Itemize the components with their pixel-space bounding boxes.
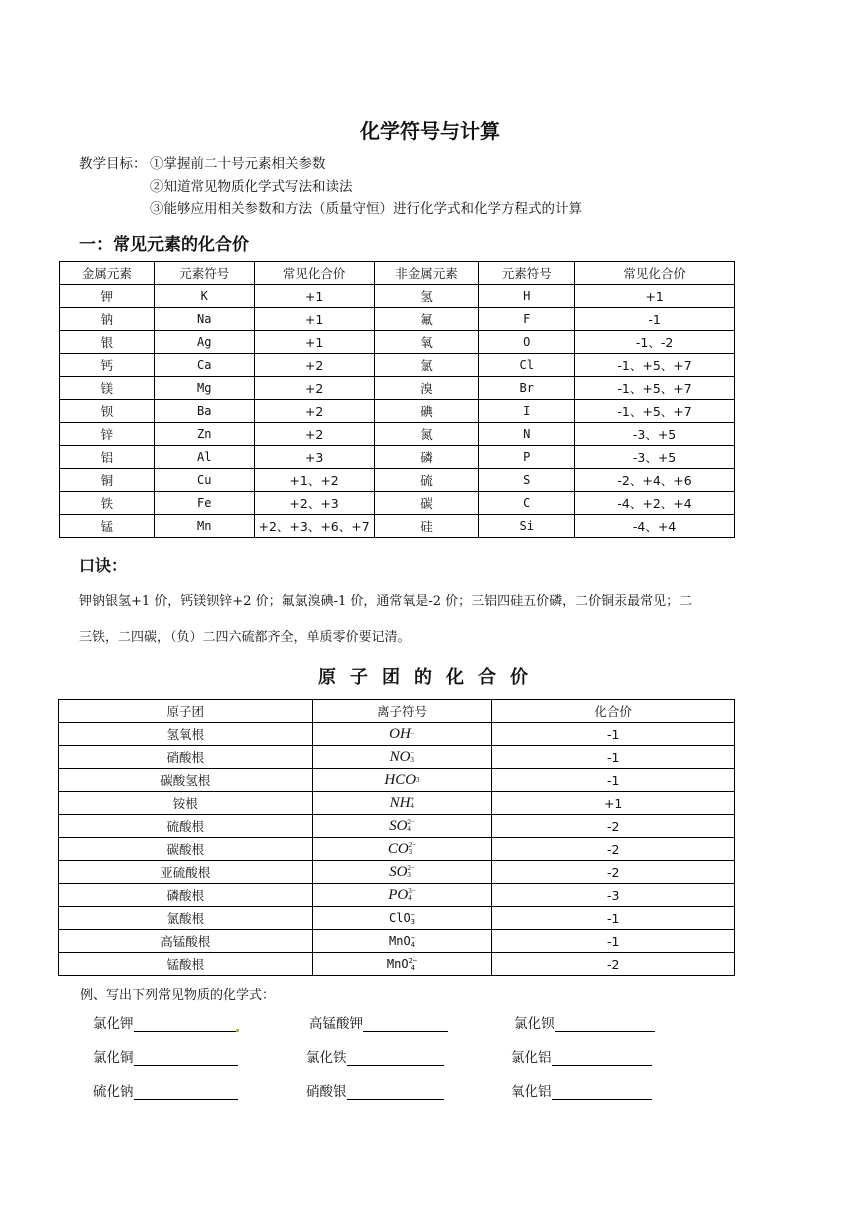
ion-base: CO bbox=[387, 840, 409, 857]
column-header: 常见化合价 bbox=[254, 262, 374, 285]
ion-charge: − bbox=[410, 749, 415, 758]
exercise-label: 氯化铝 bbox=[511, 1050, 552, 1066]
table-cell: Cu bbox=[154, 469, 254, 492]
table-row bbox=[59, 907, 735, 930]
objective-3: ③能够应用相关参数和方法（质量守恒）进行化学式和化学方程式的计算 bbox=[150, 201, 582, 217]
table-cell: +1 bbox=[254, 285, 374, 308]
table-cell: +1 bbox=[254, 331, 374, 354]
column-header: 离子符号 bbox=[312, 700, 492, 723]
table-cell: -1、+5、+7 bbox=[575, 377, 735, 400]
mnemonic-line-1: 钾钠银氢+1 价，钙镁钡锌+2 价；氟氯溴碘-1 价，通常氧是-2 价；三铝四硅五价磷，二价铜汞最常见；二 bbox=[79, 594, 693, 609]
radical-name: 锰酸根 bbox=[59, 953, 313, 976]
ion-scripts bbox=[411, 912, 415, 926]
radical-name: 氯酸根 bbox=[59, 907, 313, 930]
ion-scripts bbox=[410, 750, 414, 764]
table-cell: 钡 bbox=[60, 400, 155, 423]
table-cell: K bbox=[154, 285, 254, 308]
column-header: 常见化合价 bbox=[575, 262, 735, 285]
ion-symbol bbox=[312, 907, 492, 930]
objective-2: ②知道常见物质化学式写法和读法 bbox=[150, 179, 353, 195]
radical-valence-table bbox=[58, 699, 735, 976]
table-cell: +2、+3、+6、+7 bbox=[254, 515, 374, 538]
table-row bbox=[60, 492, 735, 515]
ion-charge: − bbox=[410, 729, 415, 738]
ion-base: ClO bbox=[389, 911, 411, 926]
ion-formula bbox=[389, 818, 415, 834]
table-cell: -3、+5 bbox=[575, 446, 735, 469]
ion-charge: 2− bbox=[408, 956, 418, 965]
table-cell: +2 bbox=[254, 400, 374, 423]
table-cell: Br bbox=[479, 377, 575, 400]
table-row bbox=[60, 423, 735, 446]
mark-dot bbox=[236, 1029, 239, 1032]
radical-name: 高锰酸根 bbox=[59, 930, 313, 953]
column-header: 化合价 bbox=[492, 700, 735, 723]
table-row bbox=[59, 953, 735, 976]
table-cell: N bbox=[479, 423, 575, 446]
exercise-item bbox=[93, 1012, 239, 1032]
table-row bbox=[60, 446, 735, 469]
objective-1: ①掌握前二十号元素相关参数 bbox=[150, 156, 326, 172]
exercise-item bbox=[514, 1012, 655, 1032]
answer-blank[interactable] bbox=[363, 1017, 448, 1032]
table-cell: 磷 bbox=[374, 446, 479, 469]
table-cell: -1 bbox=[575, 308, 735, 331]
table-row bbox=[60, 354, 735, 377]
ion-base: MnO bbox=[389, 934, 411, 949]
table-cell: 钠 bbox=[60, 308, 155, 331]
radical-name: 氢氧根 bbox=[59, 723, 313, 746]
table-cell: 钾 bbox=[60, 285, 155, 308]
radical-name: 亚硫酸根 bbox=[59, 861, 313, 884]
page-title: 化学符号与计算 bbox=[360, 119, 500, 143]
exercise-item bbox=[306, 1080, 444, 1100]
ion-charge: 2− bbox=[408, 841, 417, 850]
ion-charge: − bbox=[410, 910, 415, 919]
table-cell: O bbox=[479, 331, 575, 354]
ion-charge: 2− bbox=[407, 818, 415, 827]
ion-scripts bbox=[407, 819, 414, 833]
table-header-row bbox=[60, 262, 735, 285]
ion-symbol bbox=[312, 838, 492, 861]
ion-symbol bbox=[312, 953, 492, 976]
ion-subscript: 4 bbox=[410, 963, 415, 972]
radical-valence: -2 bbox=[492, 815, 735, 838]
table-row bbox=[59, 769, 735, 792]
radical-valence: -1 bbox=[492, 907, 735, 930]
table-row bbox=[59, 884, 735, 907]
ion-charge: 3− bbox=[408, 887, 416, 896]
ion-scripts bbox=[407, 865, 414, 879]
table-cell: Mn bbox=[154, 515, 254, 538]
ion-formula bbox=[387, 957, 417, 971]
table-cell: Ag bbox=[154, 331, 254, 354]
table-row bbox=[59, 792, 735, 815]
table-cell: 铁 bbox=[60, 492, 155, 515]
table-cell: Al bbox=[154, 446, 254, 469]
table-cell: +1、+2 bbox=[254, 469, 374, 492]
table-cell: Ca bbox=[154, 354, 254, 377]
table-cell: 碳 bbox=[374, 492, 479, 515]
exercise-label: 硝酸银 bbox=[306, 1084, 347, 1100]
ion-subscript: 4 bbox=[410, 802, 414, 811]
column-header: 元素符号 bbox=[154, 262, 254, 285]
table-cell: 银 bbox=[60, 331, 155, 354]
table-cell: +2、+3 bbox=[254, 492, 374, 515]
radical-valence: -1 bbox=[492, 723, 735, 746]
table-cell: +2 bbox=[254, 423, 374, 446]
table-cell: -4、+2、+4 bbox=[575, 492, 735, 515]
radical-name: 硝酸根 bbox=[59, 746, 313, 769]
table-header-row bbox=[59, 700, 735, 723]
exercise-intro: 例、写出下列常见物质的化学式： bbox=[80, 988, 276, 1003]
ion-symbol bbox=[312, 723, 492, 746]
column-header: 元素符号 bbox=[479, 262, 575, 285]
ion-base: NH bbox=[389, 794, 411, 811]
exercise-item bbox=[511, 1080, 652, 1100]
table-row bbox=[59, 746, 735, 769]
table-cell: +1 bbox=[254, 308, 374, 331]
ion-formula bbox=[388, 887, 415, 903]
table-cell: 氢 bbox=[374, 285, 479, 308]
ion-base: HCO bbox=[384, 771, 417, 788]
radical-valence: -2 bbox=[492, 838, 735, 861]
exercise-label: 硫化钠 bbox=[93, 1084, 134, 1100]
table-row bbox=[59, 861, 735, 884]
ion-scripts bbox=[409, 842, 416, 856]
mnemonic-heading: 口诀： bbox=[79, 556, 128, 575]
table-cell: 镁 bbox=[60, 377, 155, 400]
table-cell: Na bbox=[154, 308, 254, 331]
table-cell: Mg bbox=[154, 377, 254, 400]
ion-subscript: 3 bbox=[410, 917, 415, 926]
section2-title: 原子团的化合价 bbox=[318, 667, 542, 688]
ion-symbol bbox=[312, 769, 492, 792]
ion-symbol bbox=[312, 815, 492, 838]
radical-name: 硫酸根 bbox=[59, 815, 313, 838]
radical-valence: -1 bbox=[492, 769, 735, 792]
exercise-label: 氯化钡 bbox=[514, 1016, 555, 1032]
table-cell: 锌 bbox=[60, 423, 155, 446]
ion-symbol bbox=[312, 861, 492, 884]
table-cell: F bbox=[479, 308, 575, 331]
ion-subscript: 3 bbox=[407, 871, 411, 880]
table-cell: -1、-2 bbox=[575, 331, 735, 354]
exercise-item bbox=[309, 1012, 448, 1032]
answer-blank[interactable] bbox=[347, 1085, 444, 1100]
ion-base: NO bbox=[389, 748, 411, 765]
ion-base: PO bbox=[388, 886, 409, 903]
answer-blank[interactable] bbox=[134, 1017, 236, 1032]
radical-valence: +1 bbox=[492, 792, 735, 815]
exercise-item bbox=[93, 1080, 238, 1100]
table-cell: 氟 bbox=[374, 308, 479, 331]
answer-blank[interactable] bbox=[552, 1085, 652, 1100]
table-cell: 铜 bbox=[60, 469, 155, 492]
table-row bbox=[60, 308, 735, 331]
exercise-item bbox=[306, 1046, 444, 1066]
ion-scripts bbox=[408, 888, 415, 902]
table-cell: Fe bbox=[154, 492, 254, 515]
radical-name: 碳酸氢根 bbox=[59, 769, 313, 792]
column-header: 金属元素 bbox=[60, 262, 155, 285]
ion-base: OH bbox=[389, 725, 411, 742]
table-cell: 氯 bbox=[374, 354, 479, 377]
radical-name: 磷酸根 bbox=[59, 884, 313, 907]
table-row bbox=[59, 723, 735, 746]
radical-valence: -2 bbox=[492, 953, 735, 976]
ion-formula bbox=[384, 772, 419, 788]
table-cell: 钙 bbox=[60, 354, 155, 377]
ion-scripts bbox=[411, 935, 415, 949]
exercise-item bbox=[93, 1046, 238, 1066]
table-cell: 硅 bbox=[374, 515, 479, 538]
column-header: 非金属元素 bbox=[374, 262, 479, 285]
table-cell: Zn bbox=[154, 423, 254, 446]
table-cell: 碘 bbox=[374, 400, 479, 423]
table-cell: -2、+4、+6 bbox=[575, 469, 735, 492]
ion-scripts bbox=[416, 777, 420, 784]
objectives-label: 教学目标： bbox=[79, 156, 147, 172]
column-header: 原子团 bbox=[59, 700, 313, 723]
exercise-label: 氯化钾 bbox=[93, 1016, 134, 1032]
exercise-label: 高锰酸钾 bbox=[309, 1016, 363, 1032]
ion-scripts bbox=[409, 958, 417, 972]
table-cell: H bbox=[479, 285, 575, 308]
table-cell: -1、+5、+7 bbox=[575, 400, 735, 423]
table-cell: -3、+5 bbox=[575, 423, 735, 446]
table-cell: Ba bbox=[154, 400, 254, 423]
table-cell: S bbox=[479, 469, 575, 492]
answer-blank[interactable] bbox=[552, 1051, 652, 1066]
table-cell: I bbox=[479, 400, 575, 423]
ion-symbol bbox=[312, 884, 492, 907]
ion-scripts bbox=[411, 731, 415, 738]
radical-valence: -2 bbox=[492, 861, 735, 884]
exercise-label: 氧化铝 bbox=[511, 1084, 552, 1100]
answer-blank[interactable] bbox=[555, 1017, 655, 1032]
ion-base: MnO bbox=[386, 957, 409, 972]
table-cell: P bbox=[479, 446, 575, 469]
radical-name: 碳酸根 bbox=[59, 838, 313, 861]
table-row bbox=[59, 838, 735, 861]
table-cell: +3 bbox=[254, 446, 374, 469]
ion-charge: + bbox=[410, 795, 415, 804]
ion-symbol bbox=[312, 746, 492, 769]
table-cell: +2 bbox=[254, 377, 374, 400]
table-cell: C bbox=[479, 492, 575, 515]
ion-charge: − bbox=[410, 933, 415, 942]
radical-valence: -1 bbox=[492, 746, 735, 769]
table-cell: +1 bbox=[575, 285, 735, 308]
ion-formula bbox=[388, 841, 416, 857]
mnemonic-line-2: 三铁，二四碳，（负）二四六硫都齐全，单质零价要记清。 bbox=[79, 630, 411, 645]
ion-symbol bbox=[312, 792, 492, 815]
ion-subscript: 3 bbox=[410, 756, 414, 765]
ion-symbol bbox=[312, 930, 492, 953]
exercise-item bbox=[511, 1046, 652, 1066]
ion-subscript: 4 bbox=[407, 825, 411, 834]
table-cell: Cl bbox=[479, 354, 575, 377]
ion-formula bbox=[389, 911, 415, 925]
table-cell: 硫 bbox=[374, 469, 479, 492]
exercise-label: 氯化铜 bbox=[93, 1050, 134, 1066]
table-cell: 氮 bbox=[374, 423, 479, 446]
answer-blank[interactable] bbox=[134, 1051, 238, 1066]
table-row bbox=[59, 930, 735, 953]
table-row bbox=[59, 815, 735, 838]
table-row bbox=[60, 515, 735, 538]
table-row bbox=[60, 285, 735, 308]
ion-formula bbox=[390, 795, 415, 811]
table-row bbox=[60, 377, 735, 400]
ion-subscript: 4 bbox=[410, 940, 415, 949]
answer-blank[interactable] bbox=[347, 1051, 444, 1066]
ion-subscript: 4 bbox=[408, 894, 412, 903]
ion-base: SO bbox=[389, 817, 408, 834]
table-row bbox=[60, 469, 735, 492]
table-cell: +2 bbox=[254, 354, 374, 377]
table-row bbox=[60, 400, 735, 423]
table-cell: 溴 bbox=[374, 377, 479, 400]
table-cell: 锰 bbox=[60, 515, 155, 538]
table-row bbox=[60, 331, 735, 354]
radical-valence: -1 bbox=[492, 930, 735, 953]
ion-formula bbox=[389, 726, 415, 742]
table-cell: 铝 bbox=[60, 446, 155, 469]
element-valence-table bbox=[59, 261, 735, 538]
table-cell: Si bbox=[479, 515, 575, 538]
table-cell: 氧 bbox=[374, 331, 479, 354]
ion-subscript: 3 bbox=[416, 775, 420, 784]
radical-valence: -3 bbox=[492, 884, 735, 907]
radical-name: 铵根 bbox=[59, 792, 313, 815]
ion-base: SO bbox=[389, 863, 408, 880]
ion-scripts bbox=[410, 796, 414, 810]
exercise-label: 氯化铁 bbox=[306, 1050, 347, 1066]
table-cell: -4、+4 bbox=[575, 515, 735, 538]
table-cell: -1、+5、+7 bbox=[575, 354, 735, 377]
ion-formula bbox=[390, 749, 415, 765]
section1-heading: 一：常见元素的化合价 bbox=[79, 235, 249, 255]
ion-charge: 2− bbox=[407, 864, 415, 873]
ion-formula bbox=[389, 864, 415, 880]
answer-blank[interactable] bbox=[134, 1085, 238, 1100]
ion-subscript: 3 bbox=[408, 848, 413, 857]
ion-formula bbox=[389, 934, 415, 948]
